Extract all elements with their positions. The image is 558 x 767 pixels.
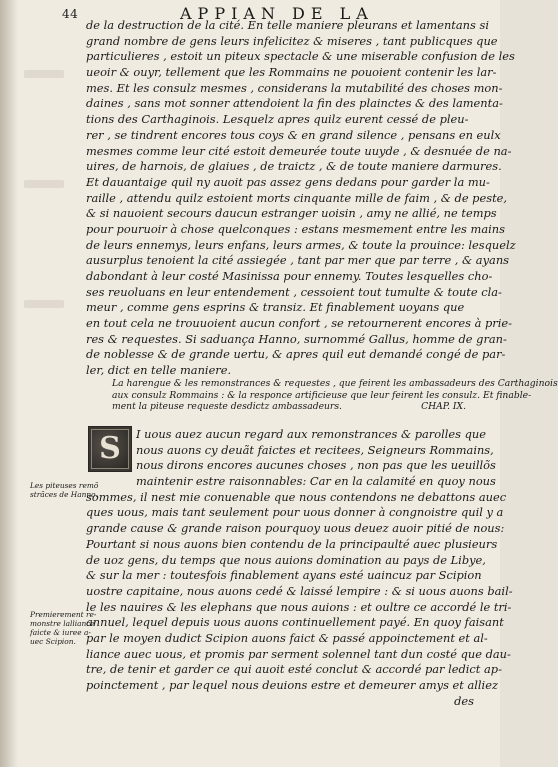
text-line: nous dirons encores aucunes choses , non pas que les ueuillõs — [136, 458, 496, 473]
page-gutter-shadow — [0, 0, 18, 767]
text-line: maintenir estre raisonnables: Car en la calamité en quoy nous — [136, 474, 496, 489]
bleed-through-mark — [24, 70, 64, 78]
text-line: raille , attendu quilz estoient morts cinquante mille de faim , & de peste, — [86, 190, 508, 205]
margin-note-hanno — [30, 481, 99, 499]
text-line: uostre capitaine, nous auons cedé & laissé lempire : & si uous auons bail- — [86, 583, 513, 598]
text-line: daines , sans mot sonner attendoient la fin des plainctes & des lamenta- — [86, 96, 503, 111]
margin-note-line: strãces de Hanno. — [30, 490, 98, 499]
bleed-through-mark — [24, 180, 64, 188]
catchword: des — [454, 693, 474, 708]
margin-note-alliance — [30, 610, 97, 646]
margin-note-line: uec Scipion. — [30, 637, 76, 646]
chapter-summary — [112, 378, 558, 413]
text-line: particulieres , estoit un piteux spectacle & une miserable confusion de les — [86, 49, 515, 64]
text-line: de noblesse & de grande uertu, & apres quil eut demandé congé de par- — [86, 347, 506, 362]
text-line: ler, dict en telle maniere. — [86, 363, 232, 378]
text-line: ueoir & ouyr, tellement que les Rommains ne pouoient contenir les lar- — [86, 65, 497, 80]
text-line: de la destruction de la cité. En telle maniere pleurans et lamentans si — [86, 18, 489, 32]
text-line: & sur la mer : toutesfois finablement ayans esté uaincuz par Scipion — [86, 568, 482, 583]
paragraph-1 — [86, 18, 516, 379]
text-line: annuel, lequel depuis uous auons continuellement payé. En quoy faisant — [86, 615, 504, 630]
text-line: poinctement , par lequel nous deuions estre et demeurer amys et alliez — [86, 678, 498, 692]
text-line: ausurplus tenoient la cité assiegée , tant par mer que par terre , & ayans — [86, 253, 510, 268]
text-line: le les nauires & les elephans que nous auions : et oultre ce accordé le tri- — [86, 599, 512, 614]
text-line: tre, de tenir et garder ce qui auoit esté conclut & accordé par ledict ap- — [86, 662, 502, 677]
summary-line: ment la piteuse requeste desdictz ambassadeurs. — [112, 401, 342, 413]
text-line: liance auec uous, et promis par serment solennel tant dun costé que dau- — [86, 646, 511, 661]
text-line: I uous auez aucun regard aux remonstrances & parolles que — [136, 427, 486, 441]
text-line: ques uous, mais tant seulement pour uous donner à congnoistre quil y a — [86, 505, 504, 520]
text-line: uires, de harnois, de glaiues , de traictz , & de toute maniere darmures. — [86, 159, 502, 174]
text-line: ses reuoluans en leur entendement , cessoient tout tumulte & toute cla- — [86, 284, 502, 299]
text-line: par le moyen dudict Scipion auons faict & passé appoinctement et al- — [86, 630, 488, 645]
margin-note-line: monstre lalliance — [30, 619, 95, 628]
chapter-number: CHAP. IX. — [421, 401, 466, 413]
text-line: tions des Carthaginois. Lesquelz apres quilz eurent cessé de pleu- — [86, 112, 469, 127]
margin-note-line: Les piteuses remõ — [30, 481, 99, 490]
text-line: nous auons cy deuãt faictes et recitees, Seigneurs Rommains, — [136, 442, 494, 457]
text-line: grand nombre de gens leurs infelicitez & miseres , tant publicques que — [86, 33, 498, 48]
text-line: grande cause & grande raison pourquoy uous deuez auoir pitié de nous: — [86, 521, 505, 536]
text-line: sommes, il nest mie conuenable que nous contendons ne debattons auec — [86, 489, 507, 504]
margin-note-line: Premierement re- — [30, 610, 97, 619]
text-line: meur , comme gens esprins & transiz. Et finablement uoyans que — [86, 300, 465, 315]
text-line: res & requestes. Si saduança Hanno, surnommé Gallus, homme de gran- — [86, 331, 507, 346]
text-line: de uoz gens, du temps que nous auions domination au pays de Libye, — [86, 552, 486, 567]
text-line: pour pouruoir à chose quelconques : estans mesmement entre les mains — [86, 221, 505, 236]
text-line: Pourtant si nous auons bien contendu de la principaulté auec plusieurs — [86, 536, 498, 551]
initial-letter: S — [99, 431, 121, 466]
paragraph-2 — [86, 427, 513, 709]
text-line: & si nauoient secours daucun estranger uoisin , amy ne allié, ne temps — [86, 206, 497, 221]
summary-line: aux consulz Rommains : & la responce artificieuse que leur feirent les consulz. Et finable- — [112, 389, 532, 401]
text-line: de leurs ennemys, leurs enfans, leurs armes, & toute la prouince: lesquelz — [86, 237, 516, 252]
text-line: Et dauantaige quil ny auoit pas assez gens dedans pour garder la mu- — [86, 174, 490, 189]
text-line: rer , se tindrent encores tous coys & en grand silence , pensans en eulx — [86, 127, 501, 142]
page-number: 44 — [62, 7, 79, 21]
text-line: dabondant à leur costé Masinissa pour ennemy. Toutes lesquelles cho- — [86, 269, 493, 283]
text-line: mes. Et les consulz mesmes , considerans la mutabilité des choses mon- — [86, 80, 503, 95]
running-head: APPIAN DE LA — [180, 4, 374, 23]
summary-line: La harengue & les remonstrances & requestes , que feirent les ambassadeurs des Carthaginois — [112, 378, 558, 389]
text-line: en tout cela ne trouuoient aucun confort , se retournerent encores à prie- — [86, 316, 512, 331]
summary-line-last — [112, 401, 466, 413]
margin-note-line: faicte & iuree a- — [30, 628, 91, 637]
bleed-through-mark — [24, 300, 64, 308]
text-line: mesmes comme leur cité estoit demeurée toute uuyde , & desnuée de na- — [86, 143, 512, 158]
